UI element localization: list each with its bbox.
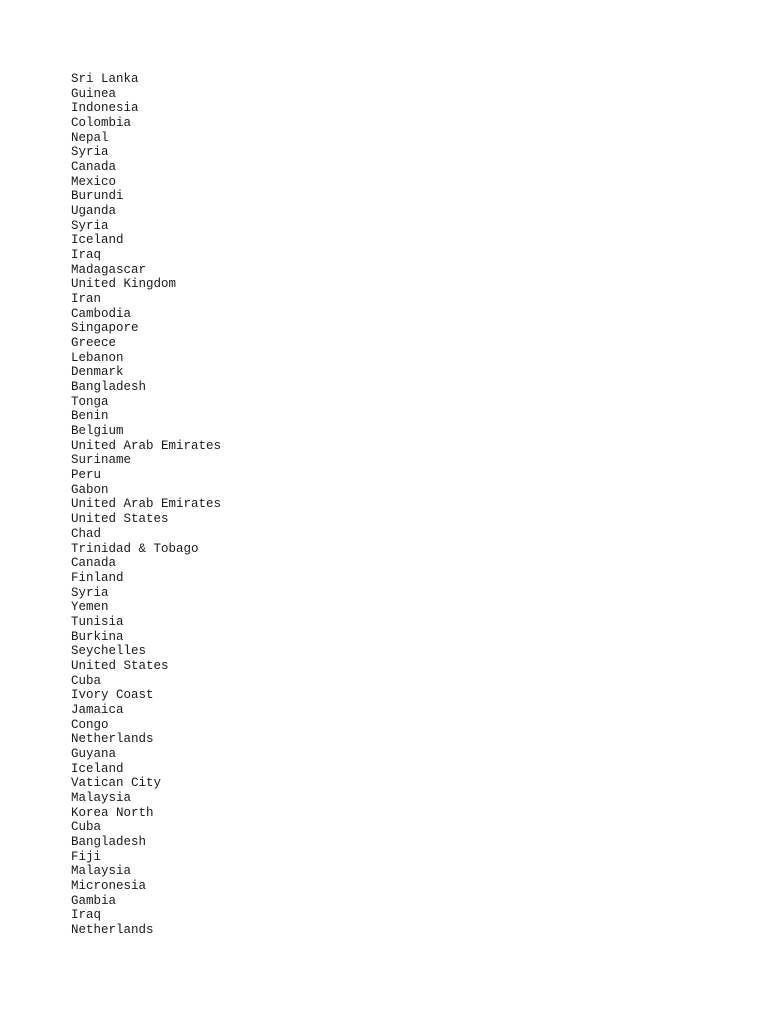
list-item: United Kingdom	[71, 277, 177, 292]
list-item: Syria	[71, 218, 109, 233]
list-item: Fiji	[71, 849, 102, 864]
list-item: Tunisia	[71, 614, 124, 629]
list-item: Ivory Coast	[71, 688, 154, 703]
list-item: Colombia	[71, 116, 132, 131]
list-item: Mexico	[71, 174, 117, 189]
list-item: Nepal	[71, 130, 109, 145]
list-item: Cuba	[71, 673, 102, 688]
list-item: Singapore	[71, 321, 139, 336]
list-item: Bangladesh	[71, 380, 147, 395]
list-item: Gabon	[71, 482, 109, 497]
list-item: Seychelles	[71, 644, 147, 659]
list-item: Korea North	[71, 805, 154, 820]
list-item: Peru	[71, 468, 102, 483]
list-item: Malaysia	[71, 790, 132, 805]
list-item: Micronesia	[71, 878, 147, 893]
list-item: Canada	[71, 160, 117, 175]
list-item: Trinidad & Tobago	[71, 541, 199, 556]
list-item: United States	[71, 512, 169, 527]
list-item: Cuba	[71, 820, 102, 835]
list-item: Congo	[71, 717, 109, 732]
list-item: Suriname	[71, 453, 132, 468]
list-item: Lebanon	[71, 350, 124, 365]
list-item: Uganda	[71, 204, 117, 219]
list-item: Vatican City	[71, 776, 162, 791]
list-item: Iraq	[71, 908, 102, 923]
list-item: Finland	[71, 570, 124, 585]
list-item: Iraq	[71, 248, 102, 263]
country-list	[71, 72, 221, 938]
list-item: United Arab Emirates	[71, 497, 222, 512]
list-item: Cambodia	[71, 306, 132, 321]
list-item: Iceland	[71, 761, 124, 776]
list-item: Chad	[71, 526, 102, 541]
list-item: Sri Lanka	[71, 72, 139, 86]
list-item: Jamaica	[71, 702, 124, 717]
list-item: Indonesia	[71, 101, 139, 116]
list-item: Syria	[71, 145, 109, 160]
list-item: Syria	[71, 585, 109, 600]
list-item: Canada	[71, 556, 117, 571]
list-item: Belgium	[71, 424, 124, 439]
list-item: Guinea	[71, 86, 117, 101]
list-item: Yemen	[71, 600, 109, 615]
list-item: Tonga	[71, 394, 109, 409]
list-item: Denmark	[71, 365, 124, 380]
list-item: Burkina	[71, 629, 124, 644]
list-item: Netherlands	[71, 922, 154, 937]
list-item: United Arab Emirates	[71, 438, 222, 453]
list-item: Iceland	[71, 233, 124, 248]
list-item: Netherlands	[71, 732, 154, 747]
list-item: Bangladesh	[71, 834, 147, 849]
list-item: Malaysia	[71, 864, 132, 879]
list-item: Greece	[71, 336, 117, 351]
list-item: United States	[71, 658, 169, 673]
list-item: Iran	[71, 292, 102, 307]
list-item: Madagascar	[71, 262, 147, 277]
list-item: Burundi	[71, 189, 124, 204]
list-item: Benin	[71, 409, 109, 424]
list-item: Guyana	[71, 746, 117, 761]
list-item: Gambia	[71, 893, 117, 908]
